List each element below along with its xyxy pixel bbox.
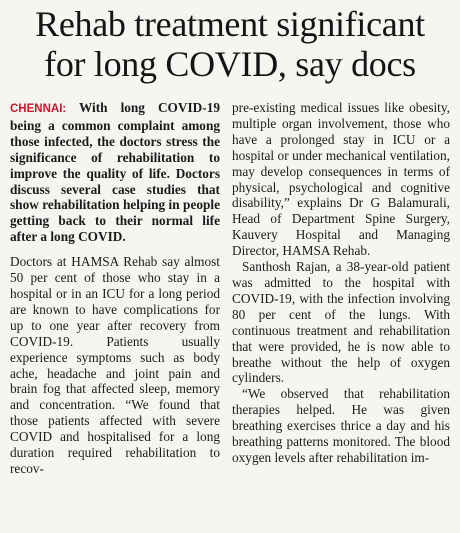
lead-paragraph (10, 100, 220, 245)
article-column-left (10, 100, 220, 477)
lead-text: With long COVID-19 being a common complaint among those infected, the doctors stress the significance of rehabilitation to improve the quality of life. Doctors discuss several case studies that show rehabilitation helping in people getting back to their normal life after a long COVID. (10, 100, 220, 245)
headline-line-2: for long COVID, say docs (44, 44, 416, 84)
headline-line-1: Rehab treatment significant (35, 4, 425, 44)
article-column-right (232, 100, 450, 466)
body-paragraph-1: Doctors at HAMSA Rehab say almost 50 per cent of those who stay in a hospital or in an ICU for a long period are known to have complications for up to one year after recovery from COVID-19. Patients usually experience symptoms such as body ache, headache and joint pain and brain fog that affected sleep, memory and concentration. “We found that those patients affected with severe COVID and hospitalised for a long duration required rehabilitation to recov- (10, 254, 220, 476)
body-paragraph-2: pre-existing medical issues like obesity, multiple organ involvement, those who have a prolonged stay in ICU or a hospital or under mechanical ventilation, may develop consequences in terms of physical, psychological and cognitive disability,” explains Dr G Balamurali, Head of Department Spine Surgery, Kauvery Hospital and Managing Director, HAMSA Rehab. (232, 100, 450, 259)
body-paragraph-4: “We observed that rehabilitation therapies helped. He was given breathing exercises thrice a day and his breathing patterns monitored. The blood oxygen levels after rehabilitation im- (232, 386, 450, 465)
body-paragraph-3: Santhosh Rajan, a 38-year-old patient was admitted to the hospital with COVID-19, with the infection involving 80 per cent of the lungs. With continuous treatment and rehabilitation that were provided, he is now able to breathe without the help of oxygen cylinders. (232, 259, 450, 386)
headline (0, 4, 460, 84)
dateline: CHENNAI: (10, 103, 67, 115)
